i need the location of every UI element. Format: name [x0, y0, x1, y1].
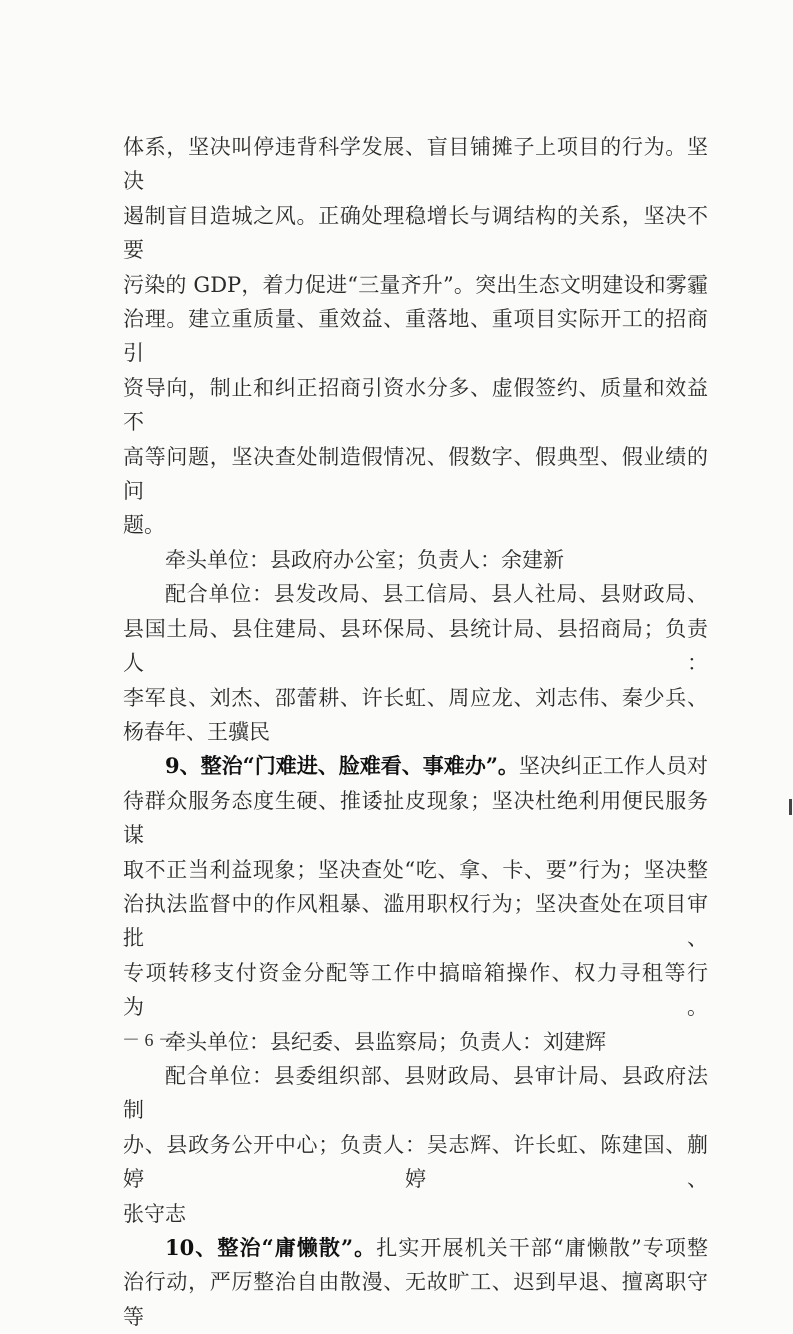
line-text: 杨春年、王骥民	[123, 719, 270, 744]
text-line	[123, 715, 708, 749]
line-text: 资导向，制止和纠正招商引资水分多、虚假签约、质量和效益不	[123, 375, 708, 435]
line-text: 取不正当利益现象；坚决查处“吃、拿、卡、要”行为；坚决整	[123, 857, 708, 882]
section-heading: 9、整治“门难进、脸难看、事难办”。	[165, 753, 519, 779]
scan-mark	[789, 799, 792, 815]
text-line	[123, 1059, 708, 1128]
text-line	[123, 956, 708, 1025]
text-line	[123, 1128, 708, 1197]
text-line	[123, 130, 708, 199]
line-text: 专项转移支付资金分配等工作中搞暗箱操作、权力寻租等行为。	[123, 960, 708, 1020]
line-text: 待群众服务态度生硬、推诿扯皮现象；坚决杜绝利用便民服务谋	[123, 788, 708, 848]
text-line	[123, 1025, 708, 1059]
page-number: － 6 －	[122, 1030, 176, 1050]
text-line	[123, 887, 708, 956]
line-text: 治理。建立重质量、重效益、重落地、重项目实际开工的招商引	[123, 307, 708, 366]
text-line	[123, 302, 708, 371]
text-line	[123, 440, 708, 509]
text-line	[123, 577, 708, 611]
line-text: 治执法监督中的作风粗暴、滥用职权行为；坚决查处在项目审批、	[123, 891, 708, 951]
text-line	[123, 1197, 708, 1231]
line-text: 县国土局、县住建局、县环保局、县统计局、县招商局；负责人：	[123, 616, 708, 676]
text-line	[123, 268, 708, 302]
text-line	[123, 508, 708, 542]
line-text: 高等问题，坚决查处制造假情况、假数字、假典型、假业绩的问	[123, 444, 708, 504]
line-text: 李军良、刘杰、邵蕾耕、许长虹、周应龙、刘志伟、秦少兵、	[123, 685, 708, 710]
line-text: 牵头单位：县纪委、县监察局；负责人：刘建辉	[165, 1029, 606, 1054]
text-line	[123, 681, 708, 715]
text-line	[123, 853, 708, 887]
text-line	[123, 1265, 708, 1334]
line-text: 治行动，严厉整治自由散漫、无故旷工、迟到早退、擅离职守等	[123, 1270, 708, 1329]
text-line	[123, 1231, 708, 1265]
line-text: 遏制盲目造城之风。正确处理稳增长与调结构的关系，坚决不要	[123, 203, 708, 263]
line-text: 办、县政务公开中心；负责人：吴志辉、许长虹、陈建国、蒯婷婷、	[123, 1132, 708, 1192]
line-text: 污染的 GDP，着力促进“三量齐升”。突出生态文明建设和雾霾	[123, 272, 708, 297]
text-line	[123, 612, 708, 681]
text-line	[123, 749, 708, 783]
body-text	[123, 130, 708, 1334]
section-heading: 10、整治“庸懒散”。	[165, 1235, 377, 1260]
line-text: 配合单位：县委组织部、县财政局、县审计局、县政府法制	[123, 1063, 708, 1123]
text-line	[123, 784, 708, 853]
text-line	[123, 199, 708, 268]
line-text: 题。	[123, 513, 165, 538]
line-text: 张守志	[123, 1201, 186, 1226]
line-text: 扎实开展机关干部“庸懒散”专项整	[376, 1236, 708, 1260]
text-line	[123, 543, 708, 577]
line-text: 配合单位：县发改局、县工信局、县人社局、县财政局、	[165, 582, 708, 607]
line-text: 牵头单位：县政府办公室；负责人：余建新	[165, 547, 564, 572]
line-text: 体系，坚决叫停违背科学发展、盲目铺摊子上项目的行为。坚决	[123, 135, 708, 194]
line-text: 坚决纠正工作人员对	[518, 754, 708, 779]
text-line	[123, 371, 708, 440]
